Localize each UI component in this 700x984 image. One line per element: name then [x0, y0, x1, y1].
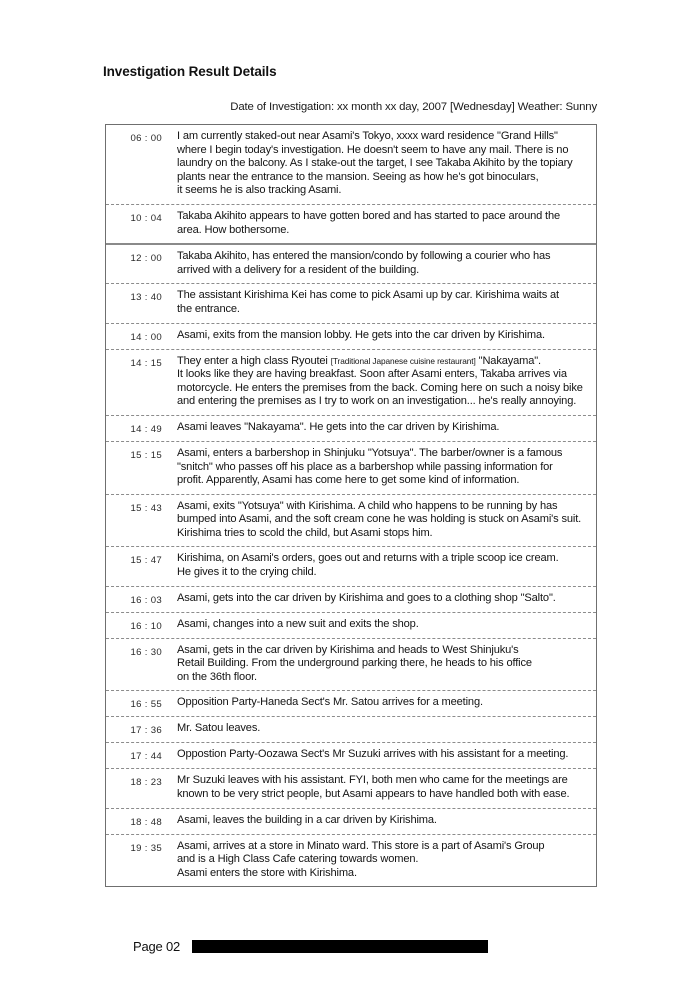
- log-entry-line: Takaba Akihito appears to have gotten bored and has started to pace around the: [177, 209, 561, 222]
- log-entry-row: [106, 125, 596, 204]
- log-entry-line: and is a High Class Cafe catering towards women.: [177, 853, 419, 866]
- log-entry-text: [162, 696, 596, 710]
- log-entry-row: [106, 323, 596, 349]
- log-entry-row: [106, 204, 596, 243]
- log-entry-row: [106, 243, 596, 283]
- log-entry-row: [106, 546, 596, 585]
- log-entry-text: [162, 618, 596, 632]
- log-entry-line: I am currently staked-out near Asami's Tokyo, xxxx ward residence "Grand Hills": [177, 130, 558, 142]
- log-entry-text: [162, 329, 596, 343]
- log-entry-time: 16 : 55: [130, 699, 162, 711]
- log-entry-line: Opposition Party-Haneda Sect's Mr. Satou arrives for a meeting.: [177, 696, 483, 709]
- log-entry-line: Asami, enters a barbershop in Shinjuku "Yotsuya". The barber/owner is a famous: [177, 446, 563, 459]
- log-entry-line: known to be very strict people, but Asami appears to have handled both with ease.: [177, 788, 570, 801]
- log-entry-line: Asami leaves "Nakayama". He gets into the car driven by Kirishima.: [177, 420, 500, 433]
- log-entry-time: 14 : 15: [130, 357, 162, 369]
- page-footer: [133, 936, 553, 956]
- log-entry-text: [162, 592, 596, 606]
- log-entry-time: 19 : 35: [130, 842, 162, 854]
- log-entry-row: [106, 742, 596, 768]
- log-entry-text: [162, 210, 596, 237]
- log-entry-row: [106, 808, 596, 834]
- log-entry-line: It looks like they are having breakfast. Soon after Asami enters, Takaba arrives via: [177, 368, 567, 381]
- log-entry-time: 13 : 40: [130, 292, 162, 304]
- log-entry-text: [162, 748, 596, 762]
- log-entry-line: Asami, exits "Yotsuya" with Kirishima. A child who happens to be running by has: [177, 499, 558, 512]
- log-entry-text: [162, 774, 596, 801]
- log-entry-inline-note: [Traditional Japanese cuisine restaurant]: [330, 355, 476, 366]
- log-entry-time: 06 : 00: [130, 133, 162, 144]
- log-entry-line-prefix: They enter a high class Ryoutei: [177, 354, 331, 367]
- log-entry-line: motorcycle. He enters the premises from the back. Coming here on such a noisy bike: [177, 381, 583, 394]
- log-entry-time: 18 : 48: [130, 816, 162, 828]
- log-entry-line: plants near the entrance to the mansion. Seeing as how he's got binoculars,: [177, 170, 539, 183]
- log-entry-line: laundry on the balcony. As I stake-out the target, I see Takaba Akihito by the topiary: [177, 157, 573, 170]
- log-entry-line: bumped into Asami, and the soft cream cone he was holding is stuck on Asami's suit.: [177, 513, 582, 526]
- investigation-meta-line: Date of Investigation: xx month xx day, 2007 [Wednesday] Weather: Sunny: [230, 101, 597, 113]
- log-entry-line: Retail Building. From the underground parking there, he heads to his office: [177, 657, 532, 670]
- log-entry-time: 17 : 36: [130, 725, 162, 737]
- log-entry-line: profit. Apparently, Asami has come here to get some kind of information.: [177, 474, 520, 487]
- log-entry-time: 14 : 00: [130, 331, 162, 343]
- log-entry-line: Asami, exits from the mansion lobby. He gets into the car driven by Kirishima.: [177, 328, 545, 341]
- page-title: Investigation Result Details: [103, 64, 277, 79]
- log-entry-text: [162, 289, 596, 316]
- log-entry-time: 15 : 15: [130, 449, 162, 461]
- log-entry-row: [106, 638, 596, 691]
- log-entry-row: [106, 441, 596, 494]
- log-entry-line: Asami, arrives at a store in Minato ward. This store is a part of Asami's Group: [177, 839, 545, 852]
- log-entry-line: arrived with a delivery for a resident of the building.: [177, 263, 420, 276]
- log-entry-line: Oppostion Party-Oozawa Sect's Mr Suzuki arrives with his assistant for a meeting.: [177, 748, 569, 761]
- log-entry-line: The assistant Kirishima Kei has come to pick Asami up by car. Kirishima waits at: [177, 289, 559, 302]
- log-entry-row: [106, 768, 596, 807]
- log-entry-time: 12 : 00: [130, 253, 162, 265]
- log-entry-line: [177, 355, 586, 369]
- log-entry-time: 15 : 43: [130, 502, 162, 514]
- log-entry-line: "snitch" who passes off his place as a barbershop while passing information for: [177, 460, 553, 473]
- log-entry-time: 16 : 10: [130, 620, 162, 632]
- log-entry-line: He gives it to the crying child.: [177, 566, 317, 579]
- log-entry-line: Takaba Akihito, has entered the mansion/condo by following a courier who has: [177, 250, 551, 263]
- log-entry-text: [162, 421, 596, 435]
- log-entry-line: where I begin today's investigation. He doesn't seem to have any mail. There is no: [177, 143, 569, 156]
- log-entry-line: Kirishima, on Asami's orders, goes out and returns with a triple scoop ice cream.: [177, 552, 559, 565]
- log-entry-row: [106, 349, 596, 415]
- investigation-log-table: [105, 124, 597, 887]
- log-entry-text: [162, 500, 596, 541]
- log-entry-row: [106, 716, 596, 742]
- log-entry-time: 15 : 47: [130, 555, 162, 567]
- log-entry-time: 10 : 04: [130, 212, 162, 224]
- log-entry-line: Kirishima tries to scold the child, but Asami stops him.: [177, 526, 433, 539]
- log-entry-text: [162, 814, 596, 828]
- log-entry-row: [106, 283, 596, 322]
- log-entry-text: [162, 447, 596, 488]
- log-entry-time: 14 : 49: [130, 423, 162, 435]
- log-entry-time: 18 : 23: [130, 777, 162, 789]
- log-entry-line: Asami, leaves the building in a car driven by Kirishima.: [177, 813, 437, 826]
- log-entry-text: [162, 355, 596, 409]
- log-entry-line: Mr Suzuki leaves with his assistant. FYI, both men who came for the meetings are: [177, 774, 568, 787]
- log-entry-text: [162, 250, 596, 277]
- log-entry-line: it seems he is also tracking Asami.: [177, 184, 342, 197]
- log-entry-line: area. How bothersome.: [177, 223, 290, 236]
- log-entry-text: [162, 644, 596, 685]
- log-entry-row: [106, 834, 596, 887]
- log-entry-text: [162, 722, 596, 736]
- log-entry-line: and entering the premises as I try to work on an investigation... he's really annoying.: [177, 395, 577, 408]
- log-entry-row: [106, 494, 596, 547]
- log-entry-line: on the 36th floor.: [177, 670, 257, 683]
- log-entry-text: [162, 840, 596, 881]
- log-entry-text: [162, 130, 596, 198]
- page-number-label: Page 02: [133, 938, 181, 954]
- log-entry-line: Asami enters the store with Kirishima.: [177, 866, 357, 879]
- log-entry-line: Asami, changes into a new suit and exits the shop.: [177, 617, 419, 630]
- log-entry-time: 17 : 44: [130, 751, 162, 763]
- log-entry-line-suffix: "Nakayama".: [475, 354, 541, 367]
- log-entry-line: Asami, gets in the car driven by Kirishima and heads to West Shinjuku's: [177, 643, 519, 656]
- log-entry-line: the entrance.: [177, 302, 240, 315]
- log-entry-line: Mr. Satou leaves.: [177, 722, 261, 735]
- log-entry-text: [162, 552, 596, 579]
- log-entry-row: [106, 415, 596, 441]
- redaction-bar: [192, 940, 488, 953]
- log-entry-row: [106, 612, 596, 638]
- log-entry-line: Asami, gets into the car driven by Kirishima and goes to a clothing shop "Salto".: [177, 591, 556, 604]
- log-entry-row: [106, 690, 596, 716]
- log-entry-row: [106, 586, 596, 612]
- log-entry-time: 16 : 03: [130, 594, 162, 606]
- log-entry-time: 16 : 30: [130, 646, 162, 658]
